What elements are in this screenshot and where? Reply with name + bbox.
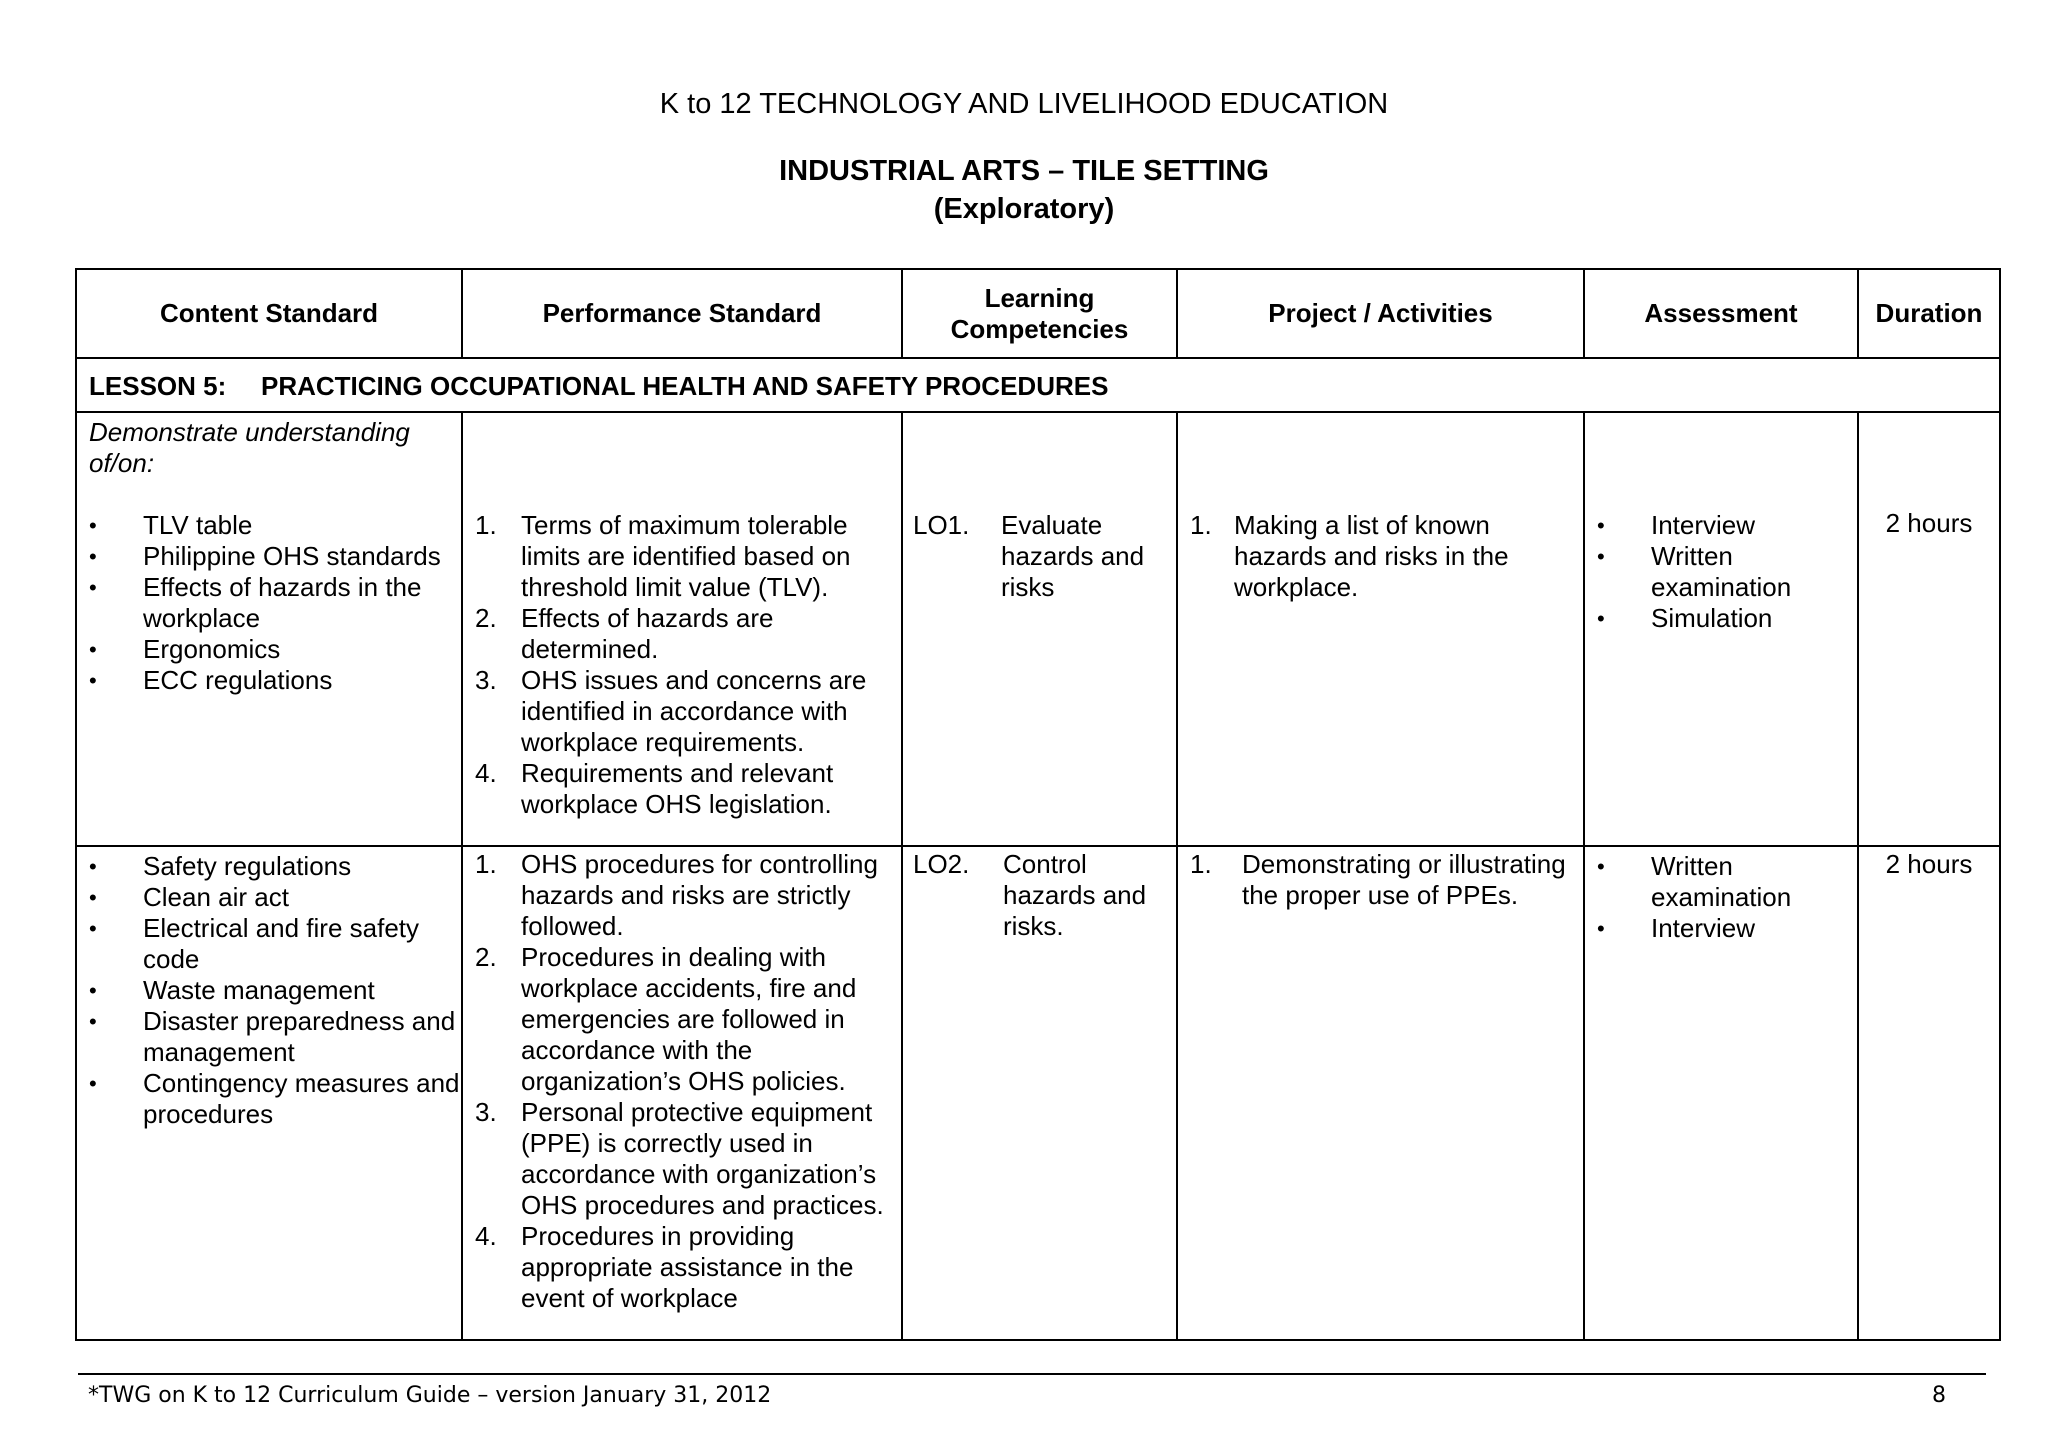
list-item: • Written examination xyxy=(1585,541,1857,603)
project-activities-cell xyxy=(1177,412,1584,846)
list-item: • Philippine OHS standards xyxy=(77,541,461,572)
learning-outcome-text: Evaluate hazards and risks xyxy=(1001,510,1145,602)
list-item: • Disaster preparedness and management xyxy=(77,1006,461,1068)
learning-outcome-code: LO2. xyxy=(913,849,970,879)
document-title: K to 12 TECHNOLOGY AND LIVELIHOOD EDUCATION xyxy=(659,88,1389,120)
column-header-assessment: Assessment xyxy=(1584,269,1858,358)
assessment-list xyxy=(1585,510,1857,634)
content-standard-cell xyxy=(76,412,462,846)
performance-standard-cell xyxy=(462,846,902,1340)
performance-list xyxy=(463,510,901,820)
list-item: • Written examination xyxy=(1585,851,1857,913)
assessment-cell xyxy=(1584,412,1858,846)
content-list xyxy=(77,851,461,1130)
list-item: • TLV table xyxy=(77,510,461,541)
learning-outcome xyxy=(903,510,1176,603)
column-header-learning-competencies xyxy=(902,269,1177,358)
list-item: 4. Procedures in providing appropriate assistance in the event of workplace xyxy=(475,1221,854,1313)
list-item: • Effects of hazards in the workplace xyxy=(77,572,461,634)
performance-standard-cell xyxy=(462,412,902,846)
content-list xyxy=(77,510,461,696)
list-item: 4. Requirements and relevant workplace OHS legislation. xyxy=(475,758,834,819)
footer-divider xyxy=(78,1373,1986,1375)
list-item: 2. Procedures in dealing with workplace accidents, fire and emergencies are followed in accordance with the organization’s OHS policies. xyxy=(475,942,857,1096)
assessment-cell xyxy=(1584,846,1858,1340)
lesson-title: PRACTICING OCCUPATIONAL HEALTH AND SAFETY PROCEDURES xyxy=(261,371,1109,401)
learning-competency-cell xyxy=(902,412,1177,846)
list-item: 1. Making a list of known hazards and risks in the workplace. xyxy=(1190,510,1509,602)
list-item: • Contingency measures and procedures xyxy=(77,1068,461,1130)
assessment-list xyxy=(1585,851,1857,944)
list-item: • Interview xyxy=(1585,510,1857,541)
list-item: • Clean air act xyxy=(77,882,461,913)
column-header-performance-standard: Performance Standard xyxy=(462,269,902,358)
list-item: • ECC regulations xyxy=(77,665,461,696)
list-item: 1. Terms of maximum tolerable limits are identified based on threshold limit value (TLV). xyxy=(475,510,851,602)
duration-cell xyxy=(1858,846,2000,1340)
list-item: • Safety regulations xyxy=(77,851,461,882)
learning-outcome xyxy=(903,849,1176,942)
performance-list xyxy=(463,849,901,1314)
learning-outcome-text: Control hazards and risks. xyxy=(1003,849,1147,941)
list-item: • Electrical and fire safety code xyxy=(77,913,461,975)
list-item: 3. OHS issues and concerns are identified in accordance with workplace requirements. xyxy=(475,665,867,757)
lesson-number: LESSON 5: xyxy=(89,371,227,401)
list-item: 3. Personal protective equipment (PPE) is correctly used in accordance with organization’s OHS procedures and practices. xyxy=(475,1097,884,1220)
footer-version: *TWG on K to 12 Curriculum Guide – version January 31, 2012 xyxy=(88,1383,772,1408)
column-header-content-standard: Content Standard xyxy=(76,269,462,358)
list-item: • Interview xyxy=(1585,913,1857,944)
learning-header-line-2: Competencies xyxy=(950,313,1129,344)
list-item: 1. OHS procedures for controlling hazards and risks are strictly followed. xyxy=(475,849,878,941)
lesson-heading xyxy=(76,358,2000,412)
project-activities-cell xyxy=(1177,846,1584,1340)
subtitle-line-2: (Exploratory) xyxy=(933,193,1115,225)
learning-competency-cell xyxy=(902,846,1177,1340)
column-header-duration: Duration xyxy=(1858,269,2000,358)
list-item: • Simulation xyxy=(1585,603,1857,634)
list-item: 2. Effects of hazards are determined. xyxy=(475,603,774,664)
duration-value: 2 hours xyxy=(1885,849,1973,879)
curriculum-table xyxy=(75,268,2001,1341)
list-item: • Ergonomics xyxy=(77,634,461,665)
list-item: • Waste management xyxy=(77,975,461,1006)
project-list xyxy=(1178,849,1583,911)
table-row xyxy=(76,846,2000,1340)
content-intro: Demonstrate understanding of/on: xyxy=(89,417,410,478)
page-number: 8 xyxy=(1932,1383,1946,1408)
learning-outcome-code: LO1. xyxy=(913,510,970,540)
document-subtitle xyxy=(0,152,2048,228)
subtitle-line-1: INDUSTRIAL ARTS – TILE SETTING xyxy=(779,155,1269,187)
lesson-row xyxy=(76,358,2000,412)
learning-header-line-1: Learning xyxy=(984,282,1095,313)
column-header-project-activities: Project / Activities xyxy=(1177,269,1584,358)
content-standard-cell xyxy=(76,846,462,1340)
project-list xyxy=(1178,510,1583,603)
duration-value: 2 hours xyxy=(1885,508,1973,538)
table-header-row xyxy=(76,269,2000,358)
list-item: 1. Demonstrating or illustrating the proper use of PPEs. xyxy=(1190,849,1566,910)
duration-cell xyxy=(1858,412,2000,846)
table-row xyxy=(76,412,2000,846)
